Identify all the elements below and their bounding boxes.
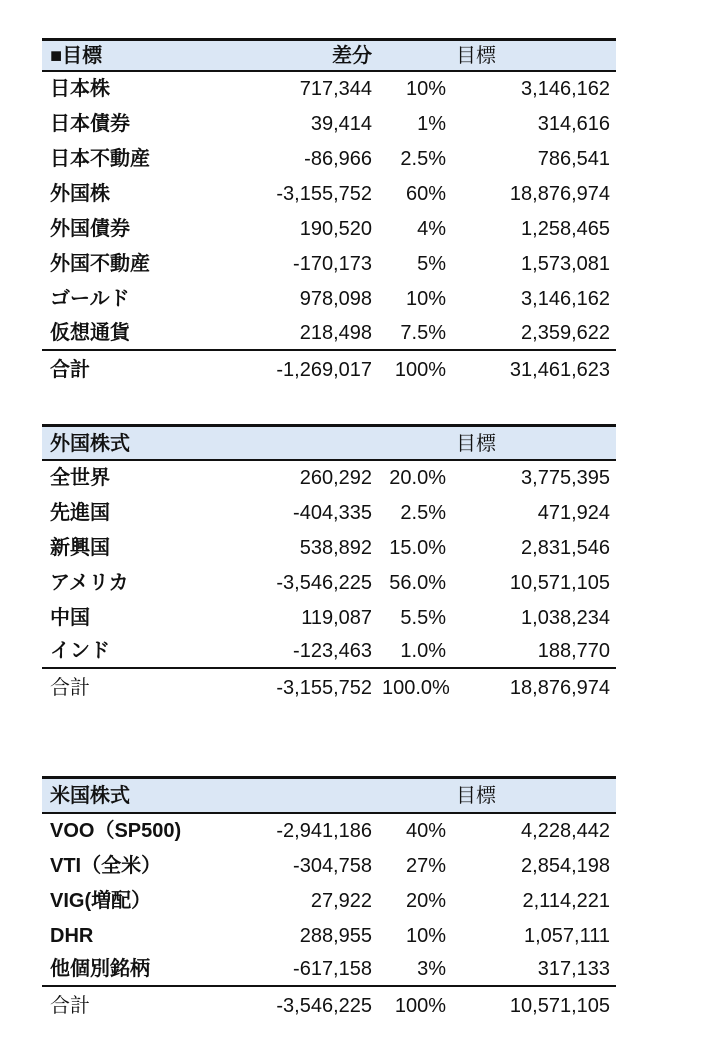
row-pct: 2.5%	[400, 148, 446, 170]
row-name: 中国	[50, 607, 90, 629]
row-pct: 10%	[405, 288, 446, 310]
table-row	[42, 461, 616, 496]
total-name: 合計	[50, 677, 90, 699]
table-row	[42, 72, 616, 107]
header-target: 目標	[456, 433, 496, 455]
row-target: 1,057,111	[523, 925, 610, 947]
row-pct: 40%	[405, 820, 446, 842]
row-pct: 56.0%	[389, 572, 446, 594]
row-diff: 190,520	[299, 218, 372, 240]
row-target: 2,114,221	[522, 890, 610, 912]
row-name: 日本債券	[50, 113, 130, 135]
row-pct: 10%	[405, 78, 446, 100]
row-name: 仮想通貨	[50, 322, 130, 344]
row-name: 外国株	[50, 183, 110, 205]
row-target: 1,038,234	[521, 607, 610, 629]
row-pct: 7.5%	[400, 322, 446, 344]
row-diff: 39,414	[310, 113, 372, 135]
total-name: 合計	[50, 359, 90, 381]
row-name: 先進国	[50, 502, 110, 524]
row-pct: 27%	[405, 855, 446, 877]
row-target: 1,258,465	[521, 218, 610, 240]
row-diff: 717,344	[299, 78, 372, 100]
total-pct: 100.0%	[382, 677, 450, 699]
row-diff: 218,498	[299, 322, 372, 344]
row-target: 18,876,974	[509, 183, 610, 205]
row-target: 2,359,622	[521, 322, 610, 344]
row-pct: 1.0%	[400, 640, 446, 662]
row-pct: 10%	[405, 925, 446, 947]
table-row	[42, 247, 616, 282]
header-name: 外国株式	[50, 433, 130, 455]
row-pct: 2.5%	[400, 502, 446, 524]
row-diff: 260,292	[299, 467, 372, 489]
row-diff: -404,335	[293, 502, 372, 524]
row-diff: -3,546,225	[276, 572, 372, 594]
header-target: 目標	[456, 45, 496, 67]
row-pct: 3%	[417, 958, 446, 980]
total-diff: -3,546,225	[276, 995, 372, 1017]
table-row	[42, 919, 616, 954]
row-target: 786,541	[537, 148, 610, 170]
total-diff: -1,269,017	[276, 359, 372, 381]
row-name: VIG(増配）	[50, 890, 152, 912]
total-row	[42, 667, 616, 707]
table-row	[42, 849, 616, 884]
row-diff: -2,941,186	[276, 820, 372, 842]
row-name: 日本不動産	[50, 148, 150, 170]
us-stock-table	[42, 776, 616, 1025]
row-pct: 20.0%	[389, 467, 446, 489]
table-row	[42, 142, 616, 177]
header-name: 米国株式	[50, 785, 130, 807]
row-target: 3,146,162	[521, 78, 610, 100]
table-row	[42, 601, 616, 636]
total-target: 10,571,105	[509, 995, 610, 1017]
row-target: 2,831,546	[521, 537, 610, 559]
table-header	[42, 776, 616, 814]
row-name: 外国不動産	[50, 253, 150, 275]
table-row	[42, 317, 616, 349]
row-name: 新興国	[50, 537, 110, 559]
header-target: 目標	[456, 785, 496, 807]
row-diff: -617,158	[293, 958, 372, 980]
row-target: 471,924	[537, 502, 610, 524]
row-target: 314,616	[537, 113, 610, 135]
row-pct: 15.0%	[389, 537, 446, 559]
row-target: 2,854,198	[521, 855, 610, 877]
row-diff: -304,758	[293, 855, 372, 877]
total-pct: 100%	[394, 359, 446, 381]
row-name: 外国債券	[50, 218, 130, 240]
foreign-stock-table	[42, 424, 616, 707]
row-pct: 4%	[417, 218, 446, 240]
table-row	[42, 531, 616, 566]
table-row	[42, 282, 616, 317]
table-row	[42, 496, 616, 531]
row-diff: 978,098	[299, 288, 372, 310]
row-name: ゴールド	[50, 288, 130, 310]
total-target: 31,461,623	[509, 359, 610, 381]
table-row	[42, 884, 616, 919]
row-target: 1,573,081	[521, 253, 610, 275]
total-target: 18,876,974	[509, 677, 610, 699]
header-diff: 差分	[332, 45, 372, 67]
row-name: インド	[50, 640, 110, 662]
total-name: 合計	[50, 995, 90, 1017]
row-target: 4,228,442	[521, 820, 610, 842]
row-name: DHR	[50, 925, 94, 947]
table-row	[42, 954, 616, 985]
row-diff: -3,155,752	[276, 183, 372, 205]
header-name: ■目標	[50, 45, 103, 67]
table-row	[42, 566, 616, 601]
row-pct: 60%	[405, 183, 446, 205]
row-target: 317,133	[537, 958, 610, 980]
row-target: 10,571,105	[509, 572, 610, 594]
row-target: 3,775,395	[521, 467, 610, 489]
table-header	[42, 38, 616, 72]
row-name: アメリカ	[50, 572, 129, 594]
total-pct: 100%	[394, 995, 446, 1017]
row-pct: 5%	[417, 253, 446, 275]
table-row	[42, 107, 616, 142]
row-name: 日本株	[50, 78, 110, 100]
total-diff: -3,155,752	[276, 677, 372, 699]
row-pct: 20%	[405, 890, 446, 912]
row-pct: 5.5%	[400, 607, 446, 629]
table-row	[42, 212, 616, 247]
row-diff: 27,922	[310, 890, 372, 912]
row-name: 他個別銘柄	[50, 958, 150, 980]
row-diff: 288,955	[299, 925, 372, 947]
row-diff: -170,173	[293, 253, 372, 275]
row-name: VOO（SP500)	[50, 820, 182, 842]
table-header	[42, 424, 616, 461]
row-target: 188,770	[537, 640, 610, 662]
row-pct: 1%	[417, 113, 446, 135]
total-row	[42, 985, 616, 1025]
row-diff: -123,463	[293, 640, 372, 662]
row-name: VTI（全米）	[50, 855, 162, 877]
target-allocation-table	[42, 38, 616, 389]
table-row	[42, 177, 616, 212]
row-diff: 119,087	[301, 607, 372, 629]
table-row	[42, 814, 616, 849]
table-row	[42, 636, 616, 667]
row-diff: 538,892	[299, 537, 372, 559]
row-diff: -86,966	[304, 148, 372, 170]
row-name: 全世界	[50, 467, 110, 489]
total-row	[42, 349, 616, 389]
row-target: 3,146,162	[521, 288, 610, 310]
